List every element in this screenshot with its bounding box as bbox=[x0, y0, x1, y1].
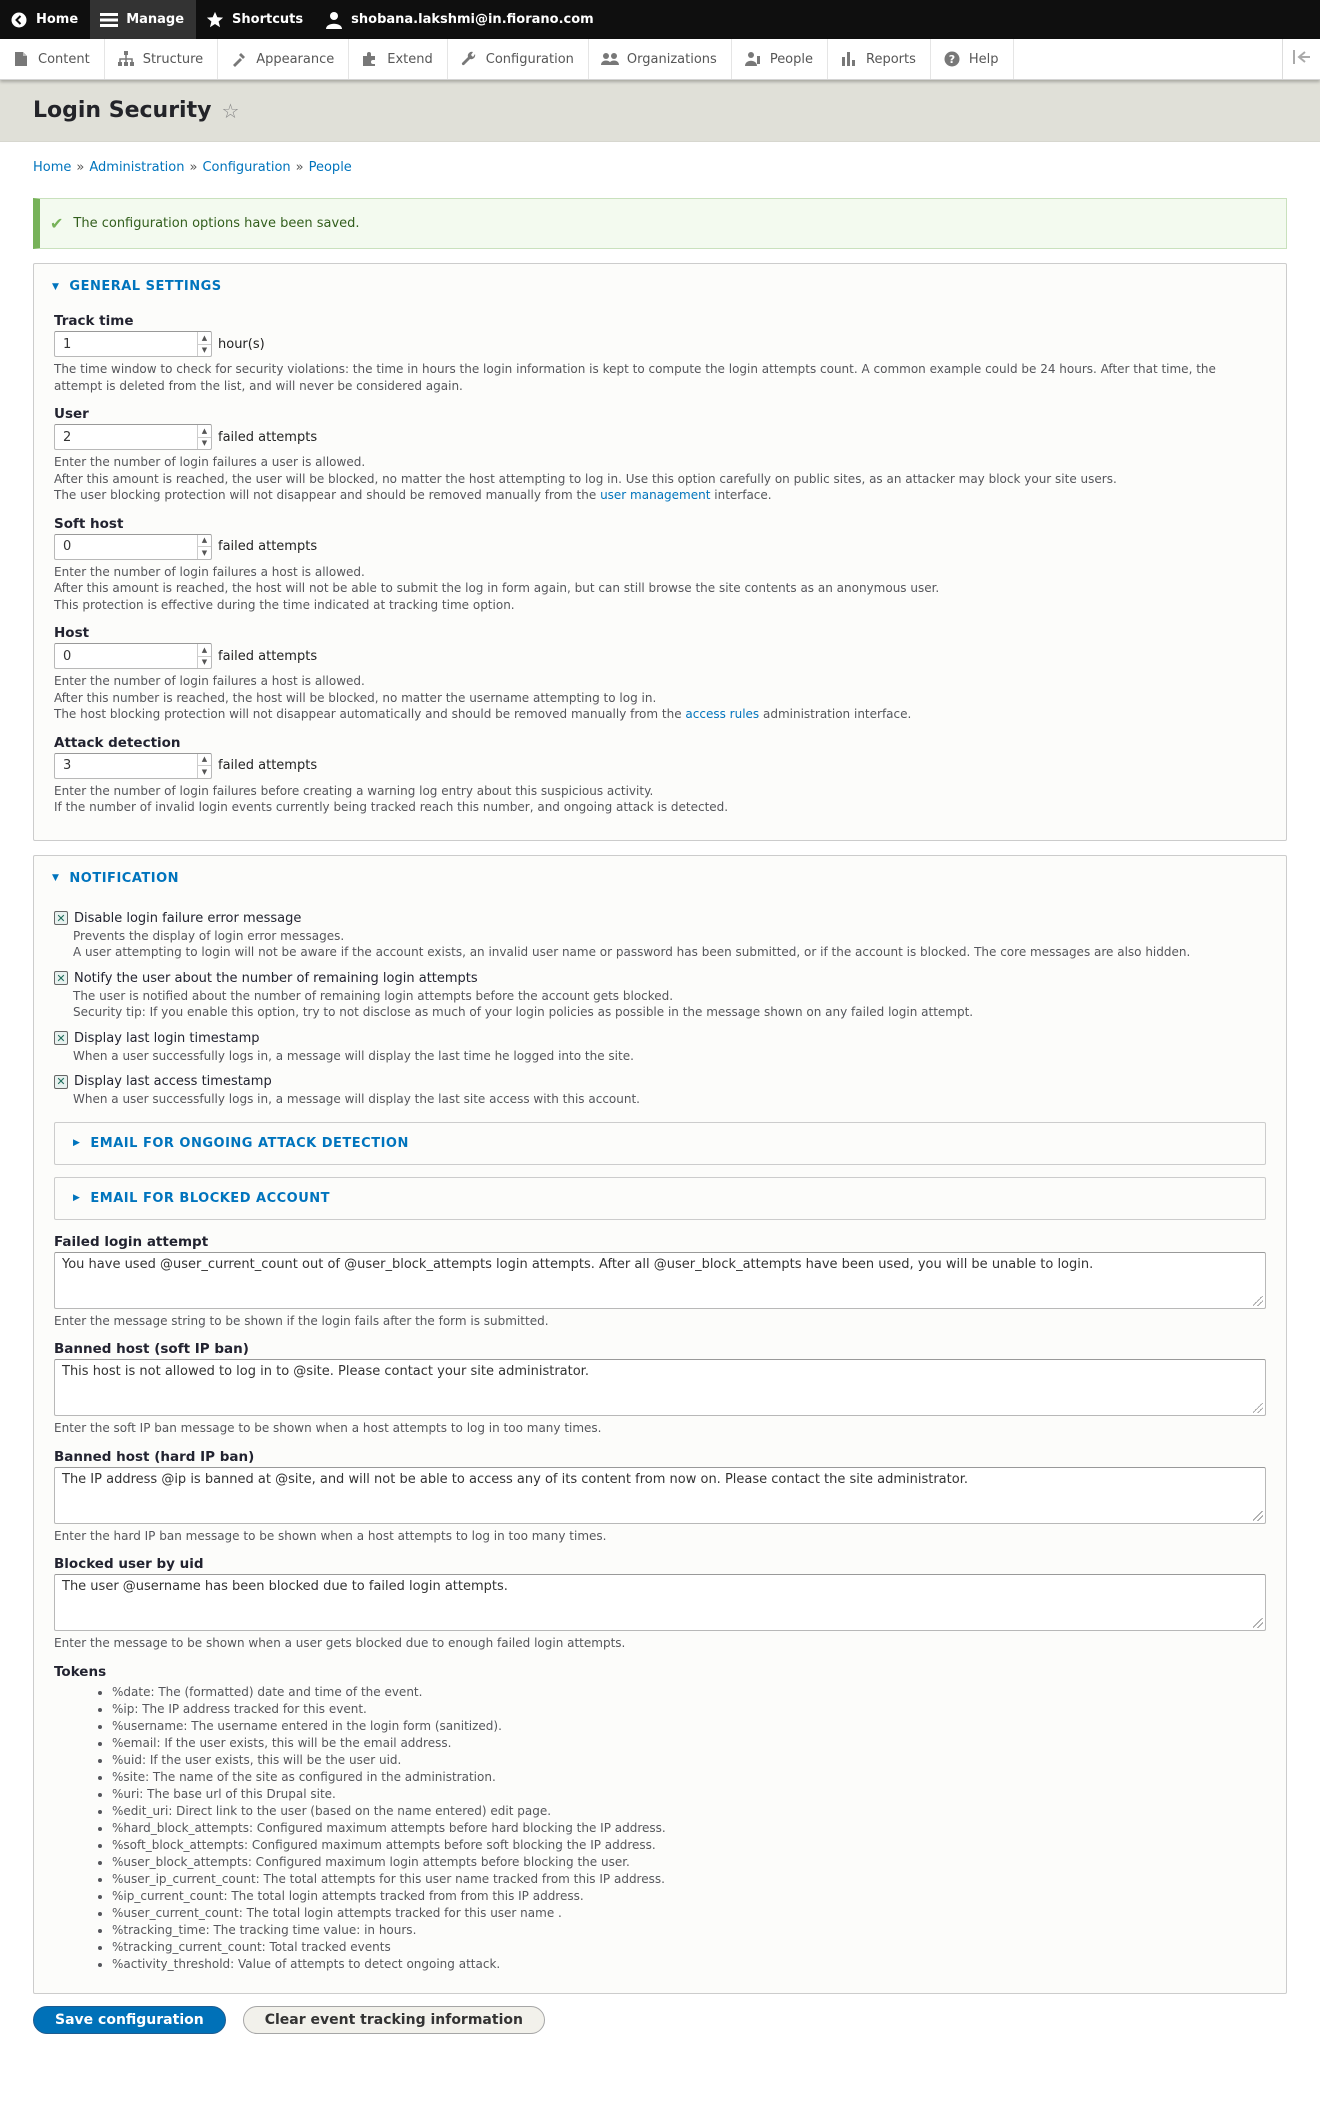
tray-item-label: People bbox=[769, 51, 814, 67]
track-time-label: Track time bbox=[54, 313, 134, 329]
checkbox-description bbox=[73, 1091, 1266, 1108]
tokens-title: Tokens bbox=[54, 1663, 107, 1680]
clear-tracking-button[interactable]: Clear event tracking information bbox=[243, 2006, 545, 2034]
host-suffix: failed attempts bbox=[218, 648, 318, 664]
spin-down-icon[interactable]: ▼ bbox=[201, 548, 208, 557]
caret-right-icon: ▶ bbox=[73, 1138, 81, 1148]
tray-item-structure[interactable] bbox=[105, 39, 218, 79]
tray-item-organizations[interactable] bbox=[589, 39, 732, 79]
notify-remaining-attempts-checkbox[interactable]: ✕ bbox=[54, 971, 68, 985]
notification-title: NOTIFICATION bbox=[69, 870, 180, 886]
email-attack-detection-title: EMAIL FOR ONGOING ATTACK DETECTION bbox=[90, 1135, 409, 1151]
soft-host-input[interactable] bbox=[55, 535, 197, 559]
tray-item-label: Help bbox=[968, 51, 999, 67]
toolbar-home-link[interactable] bbox=[0, 0, 90, 39]
email-blocked-account-title: EMAIL FOR BLOCKED ACCOUNT bbox=[90, 1190, 331, 1206]
admin-menu-tray bbox=[0, 39, 1320, 80]
wrench-icon bbox=[460, 50, 478, 68]
token-item: • %date: The (formatted) date and time of the event. bbox=[112, 1684, 1266, 1701]
user-attempts-field bbox=[54, 406, 1266, 504]
user-management-link[interactable]: user management bbox=[600, 488, 711, 502]
token-item: • %user_block_attempts: Configured maximum login attempts before blocking the user. bbox=[112, 1854, 1266, 1871]
soft-ip-ban-message-field bbox=[54, 1341, 1266, 1437]
desc-line: If the number of invalid login events currently being tracked reach this number, and ongoing attack is detected. bbox=[54, 800, 729, 814]
token-item: • %ip_current_count: The total login attempts tracked from from this IP address. bbox=[112, 1888, 1266, 1905]
token-item: • %edit_uri: Direct link to the user (based on the name entered) edit page. bbox=[112, 1803, 1266, 1820]
track-time-suffix: hour(s) bbox=[218, 336, 265, 352]
spin-down-icon[interactable]: ▼ bbox=[201, 439, 208, 448]
person-icon bbox=[744, 50, 762, 68]
tray-item-people[interactable] bbox=[732, 39, 828, 79]
desc-line: Security tip: If you enable this option, try to not disclose as much of your login policies as possible in the message shown on any failed login attempt. bbox=[73, 1005, 974, 1019]
track-time-input[interactable] bbox=[55, 332, 197, 356]
token-item: • %user_ip_current_count: The total attempts for this user name tracked from this IP address. bbox=[112, 1871, 1266, 1888]
textarea-value: The IP address @ip is banned at @site, and will not be able to access any of its content from now on. Please contact the site administrator. bbox=[62, 1471, 968, 1487]
toolbar-manage-tab[interactable] bbox=[90, 0, 196, 39]
desc-line: Enter the number of login failures a user is allowed. bbox=[54, 455, 366, 469]
breadcrumb-people[interactable]: People bbox=[308, 160, 352, 175]
track-time-field bbox=[54, 313, 1266, 394]
notify-remaining-attempts-option bbox=[54, 971, 1266, 1021]
token-item: • %tracking_time: The tracking time value: in hours. bbox=[112, 1922, 1266, 1939]
user-attempts-label: User bbox=[54, 406, 89, 422]
textarea-value: This host is not allowed to log in to @site. Please contact your site administrator. bbox=[62, 1364, 589, 1379]
blocked-user-textarea[interactable] bbox=[54, 1574, 1266, 1631]
spin-down-icon[interactable]: ▼ bbox=[201, 658, 208, 667]
star-icon bbox=[206, 11, 224, 29]
general-settings-title: GENERAL SETTINGS bbox=[69, 279, 222, 294]
spin-up-icon[interactable]: ▲ bbox=[198, 425, 211, 438]
tray-item-label: Extend bbox=[387, 51, 433, 67]
spin-down-icon[interactable]: ▼ bbox=[201, 767, 208, 776]
toolbar-shortcuts-tab[interactable] bbox=[196, 0, 315, 39]
tray-item-reports[interactable] bbox=[828, 39, 931, 79]
token-item: • %username: The username entered in the login form (sanitized). bbox=[112, 1718, 1266, 1735]
hamburger-icon bbox=[100, 11, 118, 29]
last-access-timestamp-option bbox=[54, 1074, 1266, 1108]
checkbox-label: Display last access timestamp bbox=[74, 1074, 272, 1089]
soft-ip-ban-description: Enter the soft IP ban message to be shown when a host attempts to log in too many times. bbox=[54, 1421, 602, 1435]
desc-line: Prevents the display of login error messages. bbox=[73, 928, 345, 943]
soft-ip-ban-label: Banned host (soft IP ban) bbox=[54, 1341, 249, 1357]
host-spinner[interactable] bbox=[197, 644, 211, 668]
add-shortcut-star-icon[interactable]: ☆ bbox=[221, 98, 240, 123]
help-icon bbox=[943, 50, 961, 68]
soft-host-field bbox=[54, 516, 1266, 614]
last-login-timestamp-checkbox[interactable]: ✕ bbox=[54, 1031, 68, 1045]
spin-down-icon[interactable]: ▼ bbox=[201, 346, 208, 355]
user-attempts-input-wrapper bbox=[54, 424, 212, 450]
attack-detection-field bbox=[54, 735, 1266, 816]
host-description bbox=[54, 673, 1266, 723]
attack-detection-description bbox=[54, 783, 1266, 816]
user-attempts-input[interactable] bbox=[55, 425, 197, 449]
user-attempts-suffix: failed attempts bbox=[218, 429, 318, 445]
caret-right-icon: ▶ bbox=[73, 1193, 81, 1203]
people-icon bbox=[601, 50, 619, 68]
breadcrumb-configuration[interactable]: Configuration bbox=[202, 160, 291, 175]
blocked-user-label: Blocked user by uid bbox=[54, 1556, 204, 1572]
hard-ip-ban-message-field bbox=[54, 1449, 1266, 1545]
email-attack-detection-summary[interactable] bbox=[54, 1122, 1266, 1165]
desc-line: The user is notified about the number of remaining login attempts before the account gets blocked. bbox=[73, 988, 674, 1003]
back-arrow-icon bbox=[10, 11, 28, 29]
checkbox-description bbox=[73, 1048, 1266, 1065]
main-content bbox=[0, 142, 1320, 2074]
resize-grip-icon[interactable] bbox=[1253, 1403, 1263, 1413]
tray-item-label: Structure bbox=[142, 51, 204, 67]
desc-line bbox=[54, 487, 1266, 504]
user-icon bbox=[325, 11, 343, 29]
breadcrumb: Home » Administration » Configuration » People bbox=[33, 160, 352, 175]
token-item: • %hard_block_attempts: Configured maximum attempts before hard blocking the IP address. bbox=[112, 1820, 1266, 1837]
host-input[interactable] bbox=[55, 644, 197, 668]
tray-item-label: Reports bbox=[866, 51, 916, 67]
desc-line: Enter the number of login failures a host is allowed. bbox=[54, 674, 365, 688]
checkbox-label: Disable login failure error message bbox=[74, 910, 302, 926]
last-login-timestamp-option bbox=[54, 1031, 1266, 1065]
reports-icon bbox=[840, 50, 858, 68]
failed-login-label: Failed login attempt bbox=[54, 1233, 209, 1250]
blocked-user-message-field bbox=[54, 1556, 1266, 1652]
desc-text: The user blocking protection will not disappear and should be removed manually from the bbox=[54, 488, 597, 502]
tray-item-help[interactable] bbox=[931, 39, 1014, 79]
attack-detection-input-wrapper bbox=[54, 753, 212, 779]
soft-host-description bbox=[54, 564, 1266, 614]
attack-detection-suffix: failed attempts bbox=[218, 758, 318, 773]
token-item: • %uid: If the user exists, this will be the user uid. bbox=[112, 1752, 1266, 1769]
admin-toolbar bbox=[0, 0, 1320, 39]
token-item: • %tracking_current_count: Total tracked events bbox=[112, 1939, 1266, 1956]
hard-ip-ban-description: Enter the hard IP ban message to be shown when a host attempts to log in too many times. bbox=[54, 1528, 607, 1543]
soft-host-suffix: failed attempts bbox=[218, 539, 318, 554]
desc-line: Enter the number of login failures a host is allowed. bbox=[54, 564, 365, 579]
status-message bbox=[33, 198, 1287, 249]
tray-item-label: Organizations bbox=[626, 51, 717, 67]
content-icon bbox=[12, 50, 30, 68]
host-field bbox=[54, 625, 1266, 723]
page-header bbox=[0, 80, 1320, 142]
spin-up-icon[interactable]: ▲ bbox=[198, 644, 211, 657]
disable-error-message-option bbox=[54, 911, 1266, 961]
desc-line: Enter the number of login failures before creating a warning log entry about this suspicious activity. bbox=[54, 783, 654, 798]
resize-grip-icon[interactable] bbox=[1253, 1618, 1263, 1628]
toolbar-user-tab[interactable] bbox=[315, 0, 606, 39]
textarea-value: The user @username has been blocked due to failed login attempts. bbox=[62, 1579, 508, 1594]
soft-ip-ban-textarea[interactable] bbox=[54, 1359, 1266, 1416]
token-item: • %soft_block_attempts: Configured maximum attempts before soft blocking the IP address. bbox=[112, 1837, 1266, 1854]
tray-item-configuration[interactable] bbox=[448, 39, 589, 79]
user-attempts-spinner[interactable] bbox=[197, 425, 211, 449]
soft-host-spinner[interactable] bbox=[197, 535, 211, 559]
toolbar-shortcuts-label: Shortcuts bbox=[232, 12, 304, 27]
tray-item-label: Appearance bbox=[256, 51, 335, 67]
token-item: • %activity_threshold: Value of attempts to detect ongoing attack. bbox=[112, 1956, 1266, 1973]
desc-line bbox=[54, 706, 1266, 723]
failed-login-description: Enter the message string to be shown if the login fails after the form is submitted. bbox=[54, 1313, 549, 1328]
failed-login-textarea[interactable] bbox=[54, 1252, 1266, 1309]
tray-item-extend[interactable] bbox=[349, 39, 448, 79]
spin-up-icon[interactable]: ▲ bbox=[198, 535, 211, 548]
textarea-value: You have used @user_current_count out of @user_block_attempts login attempts. After all @user_block_attempts have been used, you will be unable to login. bbox=[62, 1256, 1094, 1272]
form-actions bbox=[33, 2006, 1287, 2074]
token-item: • %site: The name of the site as configured in the administration. bbox=[112, 1769, 1266, 1786]
hard-ip-ban-label: Banned host (hard IP ban) bbox=[54, 1448, 255, 1465]
resize-grip-icon[interactable] bbox=[1253, 1511, 1263, 1521]
track-time-input-wrapper bbox=[54, 331, 212, 357]
tray-item-appearance[interactable] bbox=[218, 39, 349, 79]
track-time-description: The time window to check for security violations: the time in hours the login information is kept to compute the login attempts count. A common example could be 24 hours. After that time, the attempt is deleted from the list, and will never be considered again. bbox=[54, 362, 1216, 393]
tokens-list bbox=[54, 1684, 1266, 1973]
status-message-text: The configuration options have been saved. bbox=[73, 216, 360, 231]
email-blocked-account-summary[interactable] bbox=[54, 1177, 1266, 1220]
attack-detection-spinner[interactable] bbox=[197, 754, 211, 778]
checkmark-icon: ✔ bbox=[50, 214, 64, 233]
desc-text: administration interface. bbox=[763, 707, 912, 721]
general-settings-summary[interactable] bbox=[34, 264, 1286, 309]
desc-line: After this amount is reached, the user will be blocked, no matter the host attempting to log in. Use this option carefully on public sites, as an attacker may block your site users. bbox=[54, 471, 1117, 486]
desc-line: When a user successfully logs in, a message will display the last site access with this account. bbox=[73, 1092, 640, 1106]
breadcrumb-home[interactable]: Home bbox=[33, 160, 72, 175]
checkbox-description bbox=[73, 928, 1266, 961]
host-label: Host bbox=[54, 625, 90, 641]
tray-item-label: Configuration bbox=[485, 51, 574, 67]
attack-detection-label: Attack detection bbox=[54, 734, 181, 751]
spin-up-icon[interactable]: ▲ bbox=[198, 332, 211, 345]
token-item: • %ip: The IP address tracked for this event. bbox=[112, 1701, 1266, 1718]
notification-summary[interactable] bbox=[34, 856, 1286, 901]
page-title: Login Security bbox=[33, 98, 212, 123]
soft-host-input-wrapper bbox=[54, 534, 212, 560]
notification-fieldset bbox=[33, 855, 1287, 1994]
failed-login-message-field bbox=[54, 1234, 1266, 1330]
desc-line: After this number is reached, the host will be blocked, no matter the username attempting to log in. bbox=[54, 690, 657, 705]
disable-error-message-checkbox[interactable]: ✕ bbox=[54, 911, 68, 925]
blocked-user-description: Enter the message to be shown when a user gets blocked due to enough failed login attempts. bbox=[54, 1636, 626, 1650]
desc-line: This protection is effective during the time indicated at tracking time option. bbox=[54, 597, 515, 612]
breadcrumb-administration[interactable]: Administration bbox=[89, 160, 185, 175]
toolbar-user-label: shobana.lakshmi@in.fiorano.com bbox=[351, 12, 594, 27]
checkbox-label: Notify the user about the number of remaining login attempts bbox=[74, 970, 478, 986]
track-time-spinner[interactable] bbox=[197, 332, 211, 356]
hard-ip-ban-textarea[interactable] bbox=[54, 1467, 1266, 1524]
user-attempts-description bbox=[54, 454, 1266, 504]
svg-text:?: ? bbox=[948, 53, 956, 66]
collapse-arrow-icon bbox=[1293, 50, 1311, 68]
access-rules-link[interactable]: access rules bbox=[685, 707, 760, 721]
attack-detection-input[interactable] bbox=[55, 754, 197, 778]
tray-item-content[interactable] bbox=[0, 39, 105, 79]
caret-down-icon: ▼ bbox=[52, 873, 60, 883]
token-item: • %uri: The base url of this Drupal site. bbox=[112, 1786, 1266, 1803]
desc-line: After this amount is reached, the host will not be able to submit the log in form again, but can still browse the site contents as an anonymous user. bbox=[54, 581, 940, 595]
host-input-wrapper bbox=[54, 643, 212, 669]
appearance-icon bbox=[230, 50, 248, 68]
extend-icon bbox=[361, 50, 379, 68]
desc-text: The host blocking protection will not disappear automatically and should be removed manually from the bbox=[54, 707, 682, 721]
tray-orientation-toggle[interactable] bbox=[1282, 39, 1320, 79]
toolbar-manage-label: Manage bbox=[126, 12, 185, 27]
structure-icon bbox=[117, 50, 135, 68]
tray-item-label: Content bbox=[38, 51, 90, 67]
spin-up-icon[interactable]: ▲ bbox=[198, 754, 211, 767]
checkbox-description bbox=[73, 988, 1266, 1021]
soft-host-label: Soft host bbox=[54, 515, 124, 532]
desc-line: A user attempting to login will not be aware if the account exists, an invalid user name or password has been submitted, or if the account is blocked. The core messages are also hidden. bbox=[73, 945, 1191, 959]
token-item: • %user_current_count: The total login attempts tracked for this user name . bbox=[112, 1905, 1266, 1922]
checkbox-label: Display last login timestamp bbox=[74, 1030, 260, 1046]
token-item: • %email: If the user exists, this will be the email address. bbox=[112, 1735, 1266, 1752]
general-settings-fieldset bbox=[33, 263, 1287, 841]
save-configuration-button[interactable]: Save configuration bbox=[33, 2006, 226, 2034]
caret-down-icon: ▼ bbox=[52, 281, 60, 292]
resize-grip-icon[interactable] bbox=[1253, 1296, 1263, 1306]
desc-line: When a user successfully logs in, a message will display the last time he logged into the site. bbox=[73, 1048, 634, 1063]
desc-text: interface. bbox=[714, 488, 772, 502]
toolbar-home-label: Home bbox=[36, 12, 79, 27]
last-access-timestamp-checkbox[interactable]: ✕ bbox=[54, 1075, 68, 1089]
